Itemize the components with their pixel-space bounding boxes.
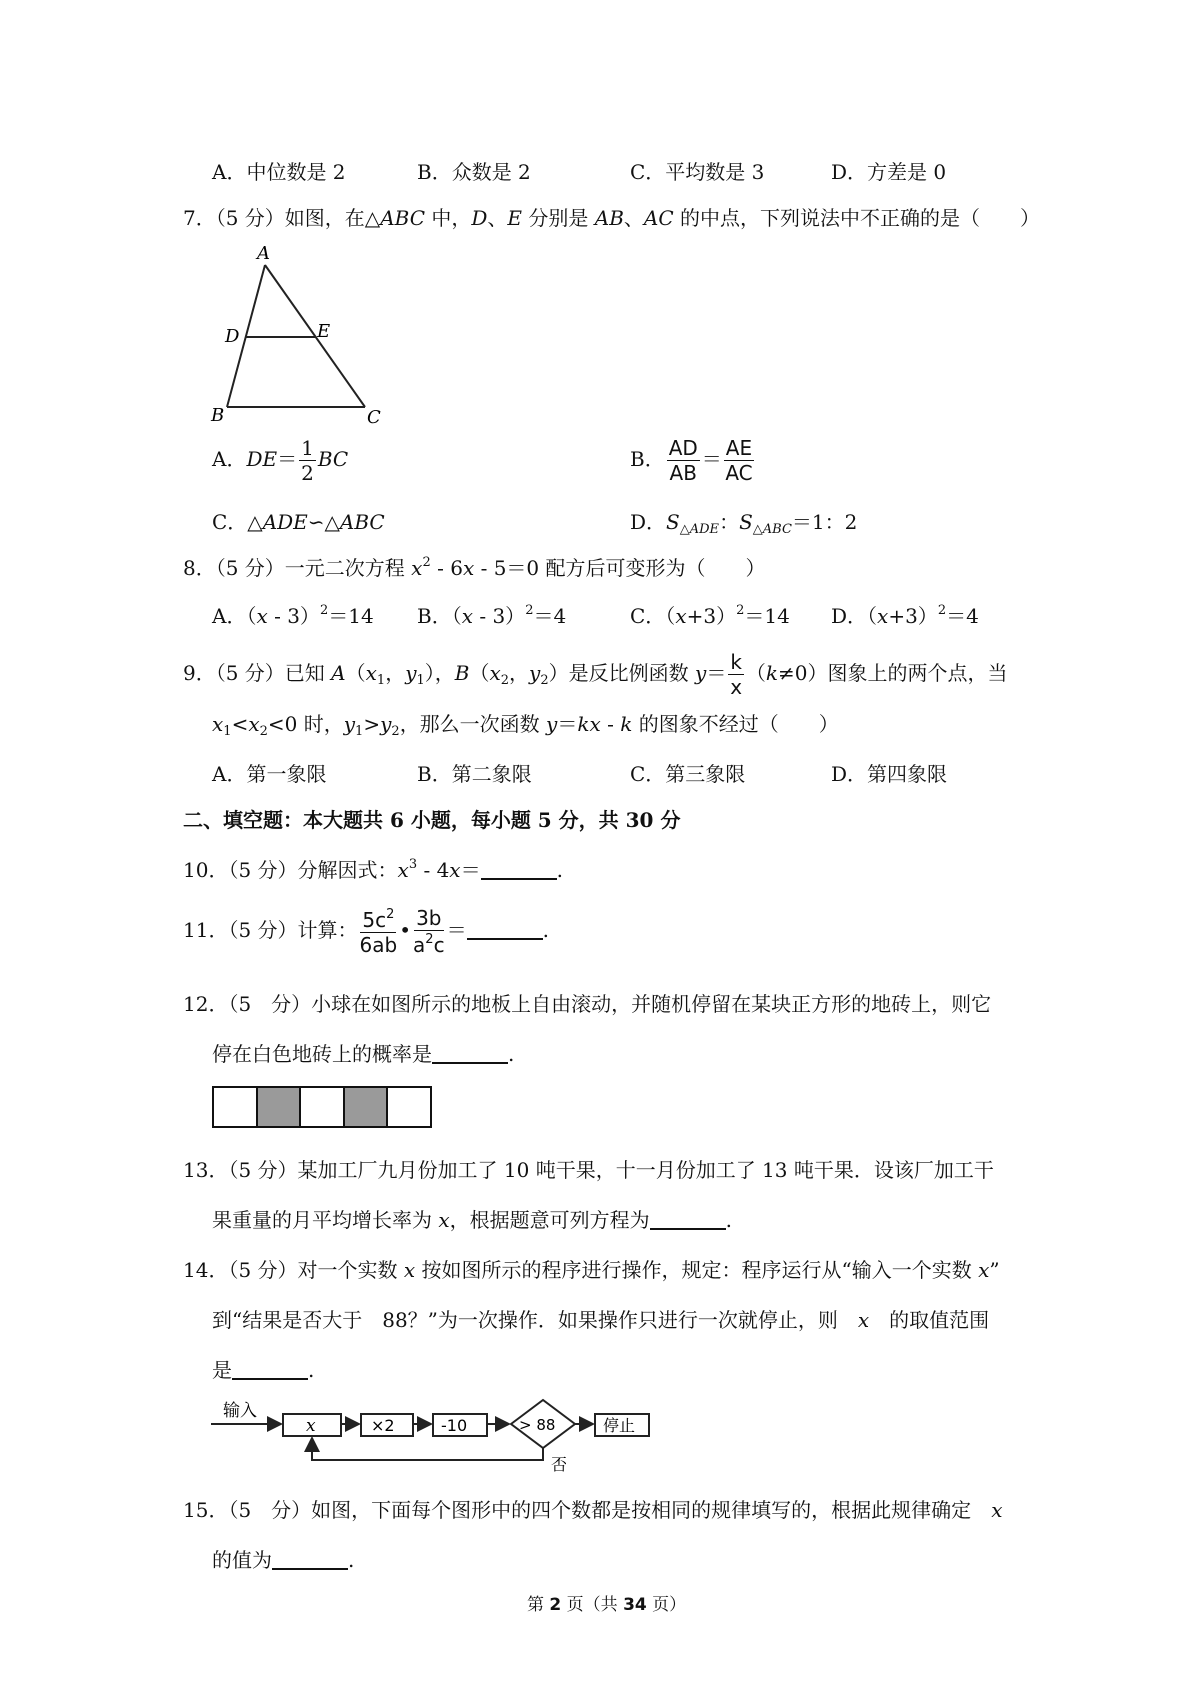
answer-blank — [467, 920, 543, 940]
triangle-figure — [205, 245, 395, 425]
q6-option-a: A．中位数是 2 — [212, 160, 346, 184]
q9-option-c: C．第三象限 — [630, 762, 746, 786]
answer-blank — [232, 1360, 308, 1380]
flow-gt88-decision: > 88 — [519, 1416, 556, 1434]
q14-line2: 到“结果是否大于 88？”为一次操作．如果操作只进行一次就停止，则 x 的取值范围 — [212, 1308, 990, 1332]
flow-input-label: 输入 — [223, 1401, 257, 1421]
q7-option-b: B． $\frac{AD}{AB}$ ＝ $\frac{AE}{AC}$ — [630, 436, 753, 485]
q6-option-c: C．平均数是 3 — [630, 160, 765, 184]
q7-option-a: A．DE＝ $\frac{1}{2}$ BC — [212, 436, 349, 485]
q14-line1: 14．（5 分）对一个实数 x 按如图所示的程序进行操作，规定：程序运行从“输入一个实数 x” — [183, 1258, 1000, 1282]
gray-tile — [258, 1088, 302, 1126]
flow-x-box: x — [306, 1416, 316, 1436]
q9-option-d: D．第四象限 — [831, 762, 948, 786]
white-tile — [301, 1088, 345, 1126]
flow-minus10-box: -10 — [441, 1416, 468, 1435]
flow-no-label: 否 — [551, 1455, 568, 1474]
q8-option-d: D．$(x+3)^2=4$ — [831, 603, 979, 628]
flow-stop-box: 停止 — [603, 1416, 636, 1435]
q9-stem-line1: 9．（5 分）已知 $A(x_1$，$y_1$），$B(x_2$，$y_2$）是反比例函数 y＝ $\frac{k}{x}$ （k≠0）图象上的两个点，当 — [183, 650, 1008, 699]
q14-line3: 是 . — [212, 1358, 315, 1382]
white-tile — [388, 1088, 430, 1126]
answer-blank — [272, 1550, 348, 1570]
gray-tile — [345, 1088, 389, 1126]
label-b: B — [211, 405, 225, 425]
q7-option-d: D．$S_{\triangle ADE}$：$S_{\triangle ABC}=1$：2 — [630, 510, 858, 537]
q9-option-a: A．第一象限 — [212, 762, 327, 786]
label-c: C — [367, 407, 381, 425]
q8-stem: 8．（5 分）一元二次方程 $x^2 - 6x - 5=0$ 配方后可变形为（ ） — [183, 555, 766, 580]
q9-option-b: B．第二象限 — [417, 762, 532, 786]
answer-blank — [650, 1210, 726, 1230]
q15-line1: 15．（5 分）如图，下面每个图形中的四个数都是按相同的规律填写的，根据此规律确定 x — [183, 1498, 1003, 1522]
q8-option-b: B．（x - 3）$^2$＝4 — [417, 603, 567, 628]
q11: 11．（5 分）计算： $\frac{5c^2}{6ab}$ • $\frac{3b}{a^2c}$ ＝ . — [183, 906, 549, 957]
q8-option-c: C．$(x+3)^2=14$ — [630, 603, 790, 628]
q13-line1: 13．（5 分）某加工厂九月份加工了 10 吨干果，十一月份加工了 13 吨干果．设该厂加工干 — [183, 1158, 994, 1182]
q7-option-c: C．△ADE∽△ABC — [212, 510, 385, 534]
answer-blank — [481, 860, 557, 880]
q6-option-d: D．方差是 0 — [831, 160, 947, 184]
label-a: A — [257, 245, 270, 264]
flow-times2-box: ×2 — [371, 1416, 395, 1435]
q12-line2: 停在白色地砖上的概率是 . — [212, 1042, 515, 1066]
label-d: D — [225, 326, 240, 347]
q6-option-b: B．众数是 2 — [417, 160, 531, 184]
q13-line2: 果重量的月平均增长率为 x，根据题意可列方程为 . — [212, 1208, 732, 1232]
q12-line1: 12．（5 分）小球在如图所示的地板上自由滚动，并随机停留在某块正方形的地砖上，则它 — [183, 992, 992, 1016]
q8-option-a: A．（x - 3）$^2$＝14 — [212, 603, 374, 628]
q15-line2: 的值为 . — [212, 1548, 355, 1572]
label-e: E — [317, 321, 331, 342]
program-flowchart — [205, 1396, 665, 1474]
q7-stem: 7．（5 分）如图，在△ABC 中，D、E 分别是 AB、AC 的中点，下列说法中不正确的是（ ） — [183, 206, 1040, 230]
page-footer: 第 2 页（共 34 页） — [527, 1595, 687, 1615]
q10: 10．（5 分）分解因式：$x^3 - 4x=$ . — [183, 857, 563, 882]
white-tile — [214, 1088, 258, 1126]
answer-blank — [432, 1044, 508, 1064]
section-2-heading: 二、填空题：本大题共 6 小题，每小题 5 分，共 30 分 — [183, 808, 681, 832]
q9-stem-line2: $x_1<x_2<0$ 时，$y_1>y_2$，那么一次函数 y＝kx - k 的图象不经过（ ） — [212, 712, 839, 739]
floor-tiles-figure — [212, 1086, 432, 1128]
